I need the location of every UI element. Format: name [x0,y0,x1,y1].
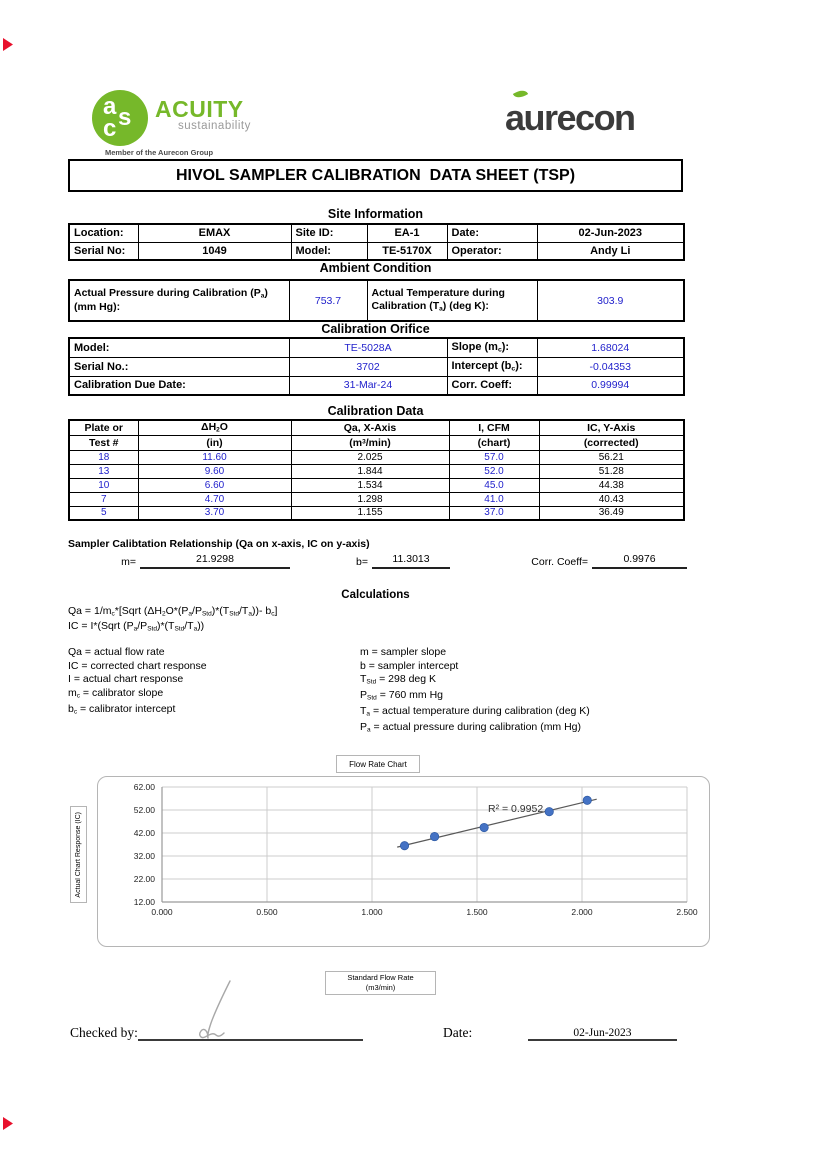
red-flag-marker-bottom [3,1117,13,1130]
definition-line: m = sampler slope [360,646,447,658]
svg-text:12.00: 12.00 [133,897,155,907]
location-label: Location: [69,224,138,242]
pressure-value: 753.7 [289,280,367,321]
definition-line: b = sampler intercept [360,659,459,672]
col-header-ic: IC, Y-Axis [539,420,684,435]
r-squared-annotation: R² = 0.9952 [488,803,544,815]
calibration-data-table [68,419,685,521]
definition-line: $b_c$ = calibrator intercept [68,702,176,716]
checked-by-label: Checked by: [70,1025,138,1040]
table-cell: 11.60 [138,450,291,464]
x-axis-title-box [325,971,436,995]
svg-text:32.00: 32.00 [133,851,155,861]
svg-text:2.500: 2.500 [676,907,698,917]
model-value: TE-5170X [367,242,447,260]
definition-line: Qa = actual flow rate [68,646,165,658]
table-cell: 2.025 [291,450,449,464]
slope-label: Slope $(m_c)$: [447,338,537,357]
table-row [69,376,684,395]
acuity-sustainability-text: sustainability [178,120,251,132]
table-cell: 45.0 [449,478,539,492]
acuity-logo [92,88,312,160]
table-cell: 4.70 [138,492,291,506]
table-cell: 7 [69,492,138,506]
temperature-value: 303.9 [537,280,684,321]
table-cell: 10 [69,478,138,492]
svg-text:0.500: 0.500 [256,907,278,917]
definition-line: $P_a$ = actual pressure during calibration (mm Hg) [360,721,582,734]
col-header-qa: Qa, X-Axis [291,420,449,435]
footer-date-label: Date: [443,1025,473,1040]
table-cell: 18 [69,450,138,464]
due-date-label: Calibration Due Date: [69,376,289,395]
date-line [528,1039,677,1041]
y-axis-title-box [70,806,87,903]
table-cell: 3.70 [138,506,291,520]
col-header-dh2o: $\Delta H_2O$ [138,420,291,435]
relationship-title: Sampler Calibtation Relationship (Qa on x-axis, IC on y-axis) [68,538,370,550]
table-row [69,464,684,478]
intercept-value: -0.04353 [537,357,684,376]
temperature-label: Actual Temperature during Calibration $(T_a)$ (deg K): [367,280,537,321]
col-header-plate: Plate or [69,420,138,435]
svg-text:62.00: 62.00 [133,782,155,792]
table-cell: 5 [69,506,138,520]
orifice-model-label: Model: [69,338,289,357]
definition-line: IC = corrected chart response [68,659,207,672]
table-cell: 1.298 [291,492,449,506]
table-row [69,506,684,520]
due-date-value: 31-Mar-24 [289,376,447,395]
table-cell: 6.60 [138,478,291,492]
definition-line: $T_a$ = actual temperature during calibration (deg K) [360,705,590,718]
table-cell: 36.49 [539,506,684,520]
acuity-member-text: Member of the Aurecon Group [105,148,214,157]
acuity-wordmark: ACUITY [155,96,244,122]
model-label: Model: [291,242,367,260]
table-cell: 1.534 [291,478,449,492]
table-row [69,492,684,506]
col-subheader-in: (in) [138,435,291,450]
signature [183,978,253,1042]
table-row [69,450,684,464]
table-row [69,338,684,357]
table-header-row [69,435,684,450]
col-subheader-test: Test # [69,435,138,450]
slope-value: 1.68024 [537,338,684,357]
table-cell: 44.38 [539,478,684,492]
serial-no-label: Serial No: [69,242,138,260]
orifice-serial-value: 3702 [289,357,447,376]
red-flag-marker-top [3,38,13,51]
corr-coeff-value: 0.99994 [537,376,684,395]
definition-line: I = actual chart response [68,673,184,685]
col-header-i-cfm: I, CFM [449,420,539,435]
table-row [69,224,684,242]
col-subheader-m3min: $(m^3/\min)$ [291,435,449,450]
calibration-orifice-heading: Calibration Orifice [321,322,430,336]
operator-label: Operator: [447,242,537,260]
site-information-heading: Site Information [327,207,424,221]
flow-rate-plot [60,745,720,990]
table-cell: 40.43 [539,492,684,506]
table-cell: 52.0 [449,464,539,478]
pressure-label: Actual Pressure during Calibration $(P_a)$ (mm Hg): [69,280,289,321]
corr-coeff-inline-value: 0.9976 [592,553,687,569]
calibration-orifice-table [68,337,685,396]
aurecon-logo [505,90,685,145]
svg-text:1.500: 1.500 [466,907,488,917]
chart-title: Flow Rate Chart [349,759,407,769]
table-cell: 13 [69,464,138,478]
table-cell: 1.155 [291,506,449,520]
table-header-row [69,420,684,435]
table-row [69,478,684,492]
svg-text:22.00: 22.00 [133,874,155,884]
x-axis-title-line2: (m3/min) [365,983,396,992]
serial-no-value: 1049 [138,242,291,260]
x-axis-title-line1: Standard Flow Rate [347,972,414,982]
svg-text:1.000: 1.000 [361,907,383,917]
b-value: 11.3013 [372,553,450,569]
col-subheader-corrected: (corrected) [539,435,684,450]
definition-line: $T_{Std} = 298$ deg K [360,673,437,686]
location-value: EMAX [138,224,291,242]
operator-value: Andy Li [537,242,684,260]
sheet-title-box [68,159,683,192]
table-cell: 51.28 [539,464,684,478]
table-row [69,242,684,260]
aurecon-wordmark: aurecon [505,97,635,138]
ambient-condition-heading: Ambient Condition [319,261,432,275]
svg-text:42.00: 42.00 [133,828,155,838]
y-axis-title: Actual Chart Response (IC) [75,811,82,898]
ic-formula: IC = I*(Sqrt $(P_a/P_{Std})*(T_{Std}/T_a)$) [68,620,205,633]
footer-date-value: 02-Jun-2023 [573,1027,632,1039]
site-id-value: EA-1 [367,224,447,242]
col-subheader-chart: (chart) [449,435,539,450]
intercept-label: Intercept $(b_c)$: [447,357,537,376]
ambient-condition-table [68,279,685,322]
date-value: 02-Jun-2023 [537,224,684,242]
table-cell: 37.0 [449,506,539,520]
definition-line: $m_c$ = calibrator slope [68,686,164,700]
orifice-model-value: TE-5028A [289,338,447,357]
calc-right-defs [360,646,690,738]
corr-coeff-label: Corr. Coeff: [447,376,537,395]
calculations-heading: Calculations [341,589,410,601]
definition-line: $P_{Std} = 760$ mm Hg [360,689,444,702]
site-information-table [68,223,685,261]
table-cell: 1.844 [291,464,449,478]
site-id-label: Site ID: [291,224,367,242]
calibration-data-table-body [69,450,684,520]
table-cell: 57.0 [449,450,539,464]
acuity-circle-icon: a s c [92,90,148,146]
table-cell: 41.0 [449,492,539,506]
table-row [69,357,684,376]
b-label: b= [356,556,368,568]
calc-left-defs [68,646,348,719]
checked-by-line [138,1039,363,1041]
table-row [69,280,684,321]
orifice-serial-label: Serial No.: [69,357,289,376]
calibration-data-heading: Calibration Data [327,404,424,418]
svg-text:52.00: 52.00 [133,805,155,815]
table-cell: 56.21 [539,450,684,464]
svg-text:2.000: 2.000 [571,907,593,917]
corr-coeff-inline-label: Corr. Coeff= [531,556,588,568]
svg-text:0.000: 0.000 [151,907,173,917]
m-value: 21.9298 [140,553,290,569]
table-cell: 9.60 [138,464,291,478]
m-label: m= [121,556,136,568]
date-label: Date: [447,224,537,242]
qa-formula: $Qa = 1/m_c*[Sqrt$ $(\Delta H_2O*(P_a/P_{Std})*(T_{Std}/T_a))-$ $b_c$] [68,605,278,618]
page-title: HIVOL SAMPLER CALIBRATION DATA SHEET (TSP) [175,166,576,184]
